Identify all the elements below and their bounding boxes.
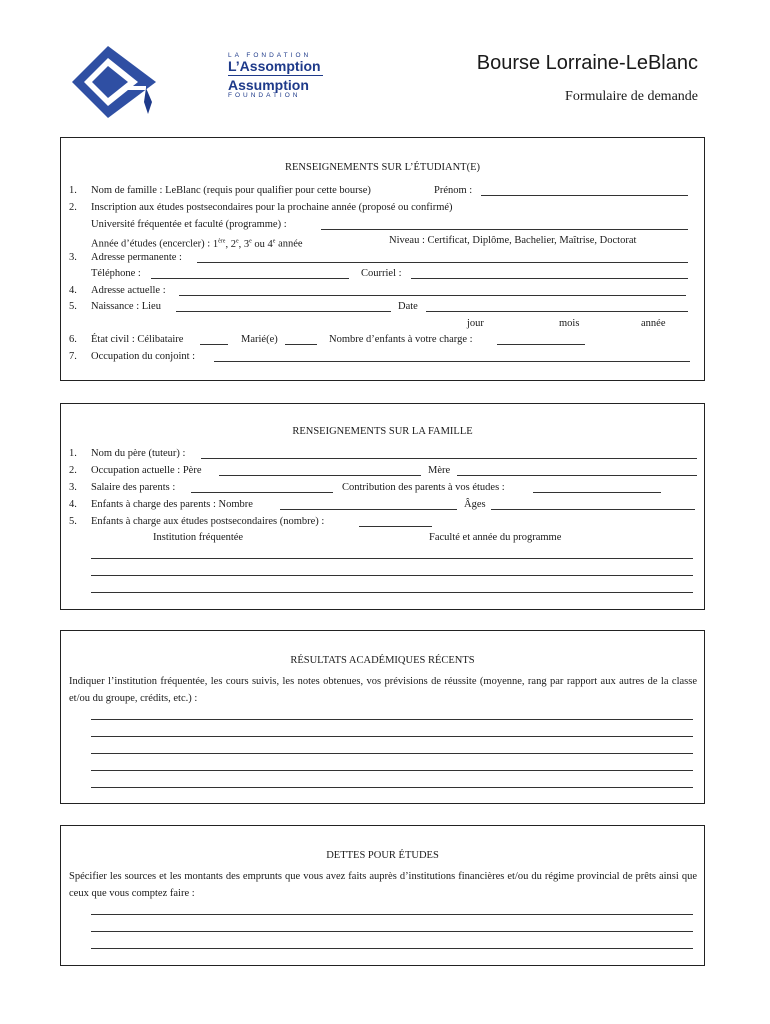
study-year-label: Année d’études (encercler) : 1ère, 2e, 3e ou 4e année	[91, 238, 303, 250]
foundation-logo	[68, 42, 321, 120]
institution-caption: Institution fréquentée	[153, 532, 244, 543]
parents-salary-label: Salaire des parents :	[91, 482, 176, 493]
year-option-4[interactable]: ou 4e	[251, 238, 276, 250]
ages-field[interactable]	[491, 509, 695, 510]
dependent-children-label: Enfants à charge des parents : Nombre	[91, 499, 253, 510]
phone-label: Téléphone :	[91, 268, 141, 279]
ages-label: Âges	[464, 499, 486, 510]
birthdate-field[interactable]	[426, 311, 688, 312]
birthdate-label: Date	[398, 301, 418, 312]
debts-instructions: Spécifier les sources et les montants des emprunts que vous avez faits auprès d’institutions financières et/ou du régime provincial de prêts ainsi que ceux que vous comptez faire :	[69, 871, 697, 899]
parents-salary-field[interactable]	[191, 492, 333, 493]
spouse-occupation-field[interactable]	[214, 361, 690, 362]
permanent-address-label: Adresse permanente :	[91, 252, 182, 263]
first-name-field[interactable]	[481, 195, 688, 196]
father-name-field[interactable]	[201, 458, 697, 459]
item-number: 3.	[69, 482, 77, 493]
year-option-3[interactable]: , 3e	[238, 238, 252, 250]
children-in-studies-label: Enfants à charge aux études postsecondaires (nombre) :	[91, 516, 325, 527]
current-address-field[interactable]	[179, 295, 686, 296]
year-option-2[interactable]: , 2e	[225, 238, 239, 250]
faculty-caption: Faculté et année du programme	[429, 532, 562, 543]
married-label: Marié(e)	[241, 334, 278, 345]
university-label: Université fréquentée et faculté (programme) :	[91, 219, 287, 230]
item-number: 5.	[69, 301, 77, 312]
parents-contribution-field[interactable]	[533, 492, 661, 493]
mother-occupation-field[interactable]	[457, 475, 697, 476]
children-studies-line[interactable]	[91, 592, 693, 593]
debts-answer-line[interactable]	[91, 931, 693, 932]
children-in-studies-field[interactable]	[359, 526, 432, 527]
dependent-children-field[interactable]	[280, 509, 457, 510]
page-subtitle: Formulaire de demande	[565, 89, 698, 104]
academic-answer-line[interactable]	[91, 787, 693, 788]
logo-emblem-icon	[68, 42, 164, 120]
email-field[interactable]	[411, 278, 688, 279]
enrollment-label: Inscription aux études postsecondaires pour la prochaine année (proposé ou confirmé)	[91, 202, 453, 213]
month-caption: mois	[559, 318, 580, 329]
family-name-label: Nom de famille : LeBlanc (requis pour qualifier pour cette bourse)	[91, 185, 371, 196]
children-count-field[interactable]	[497, 344, 585, 345]
father-occupation-field[interactable]	[219, 475, 421, 476]
permanent-address-field[interactable]	[197, 262, 688, 263]
level-label: Niveau : Certificat, Diplôme, Bachelier, Maîtrise, Doctorat	[389, 235, 637, 246]
email-label: Courriel :	[361, 268, 402, 279]
current-address-label: Adresse actuelle :	[91, 285, 166, 296]
item-number: 1.	[69, 185, 77, 196]
academic-answer-line[interactable]	[91, 753, 693, 754]
children-studies-line[interactable]	[91, 558, 693, 559]
debts-section	[60, 825, 705, 966]
item-number: 1.	[69, 448, 77, 459]
logo-line-4: FOUNDATION	[228, 92, 301, 99]
academic-answer-line[interactable]	[91, 770, 693, 771]
birthplace-label: Naissance : Lieu	[91, 301, 161, 312]
debts-answer-line[interactable]	[91, 914, 693, 915]
logo-line-1: LA FONDATION	[228, 52, 312, 59]
academic-answer-line[interactable]	[91, 719, 693, 720]
academic-instructions: Indiquer l’institution fréquentée, les cours suivis, les notes obtenues, vos prévisions de réussite (moyenne, rang par rapport aux autres de la classe et/ou du groupe, crédits, etc.) :	[69, 676, 697, 704]
marital-single-label: État civil : Célibataire	[91, 334, 184, 345]
academic-section	[60, 630, 705, 804]
item-number: 4.	[69, 285, 77, 296]
married-field[interactable]	[285, 344, 317, 345]
family-heading: RENSEIGNEMENTS SUR LA FAMILLE	[292, 426, 473, 437]
parents-contribution-label: Contribution des parents à vos études :	[342, 482, 505, 493]
logo-line-3: Assumption	[228, 77, 309, 93]
birthplace-field[interactable]	[176, 311, 391, 312]
debts-answer-line[interactable]	[91, 948, 693, 949]
year-option-1[interactable]: 1ère	[212, 238, 226, 250]
children-studies-line[interactable]	[91, 575, 693, 576]
item-number: 7.	[69, 351, 77, 362]
spouse-occupation-label: Occupation du conjoint :	[91, 351, 196, 362]
logo-line-2: L’Assomption	[228, 58, 321, 74]
year-caption: année	[641, 318, 666, 329]
academic-answer-line[interactable]	[91, 736, 693, 737]
item-number: 3.	[69, 252, 77, 263]
family-section	[60, 403, 705, 610]
item-number: 2.	[69, 202, 77, 213]
item-number: 5.	[69, 516, 77, 527]
father-name-label: Nom du père (tuteur) :	[91, 448, 186, 459]
student-heading: RENSEIGNEMENTS SUR L’ÉTUDIANT(E)	[284, 162, 480, 173]
father-occupation-label: Occupation actuelle : Père	[91, 465, 202, 476]
academic-heading: RÉSULTATS ACADÉMIQUES RÉCENTS	[290, 655, 475, 666]
first-name-label: Prénom :	[434, 185, 473, 196]
student-section	[60, 137, 705, 381]
item-number: 6.	[69, 334, 77, 345]
phone-field[interactable]	[151, 278, 349, 279]
single-field[interactable]	[200, 344, 228, 345]
children-count-label: Nombre d’enfants à votre charge :	[329, 334, 473, 345]
day-caption: jour	[467, 318, 484, 329]
page-title: Bourse Lorraine-LeBlanc	[476, 52, 698, 74]
debts-heading: DETTES POUR ÉTUDES	[326, 850, 439, 861]
university-field[interactable]	[321, 229, 688, 230]
item-number: 4.	[69, 499, 77, 510]
item-number: 2.	[69, 465, 77, 476]
mother-occupation-label: Mère	[428, 465, 451, 476]
logo-text	[228, 42, 328, 99]
